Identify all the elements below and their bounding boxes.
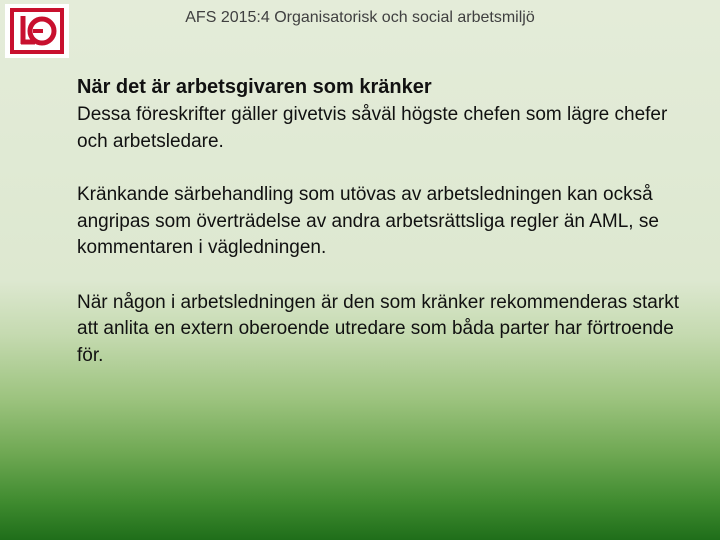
paragraph-1: Dessa föreskrifter gäller givetvis såväl högste chefen som lägre chefer och arbetsledare.: [77, 104, 668, 152]
slide-content: [77, 75, 687, 369]
paragraph-2: Kränkande särbehandling som utövas av arbetsledningen kan också angripas som överträdelse av andra arbetsrättsliga regler än AML, se kommentaren i vägledningen.: [77, 184, 659, 258]
paragraph-3: När någon i arbetsledningen är den som kränker rekommenderas starkt att anlita en extern oberoende utredare som båda parter har förtroende för.: [77, 291, 679, 366]
presentation-title: AFS 2015:4 Organisatorisk och social arbetsmiljö: [185, 9, 535, 26]
slide-heading: När det är arbetsgivaren som kränker: [77, 76, 432, 98]
